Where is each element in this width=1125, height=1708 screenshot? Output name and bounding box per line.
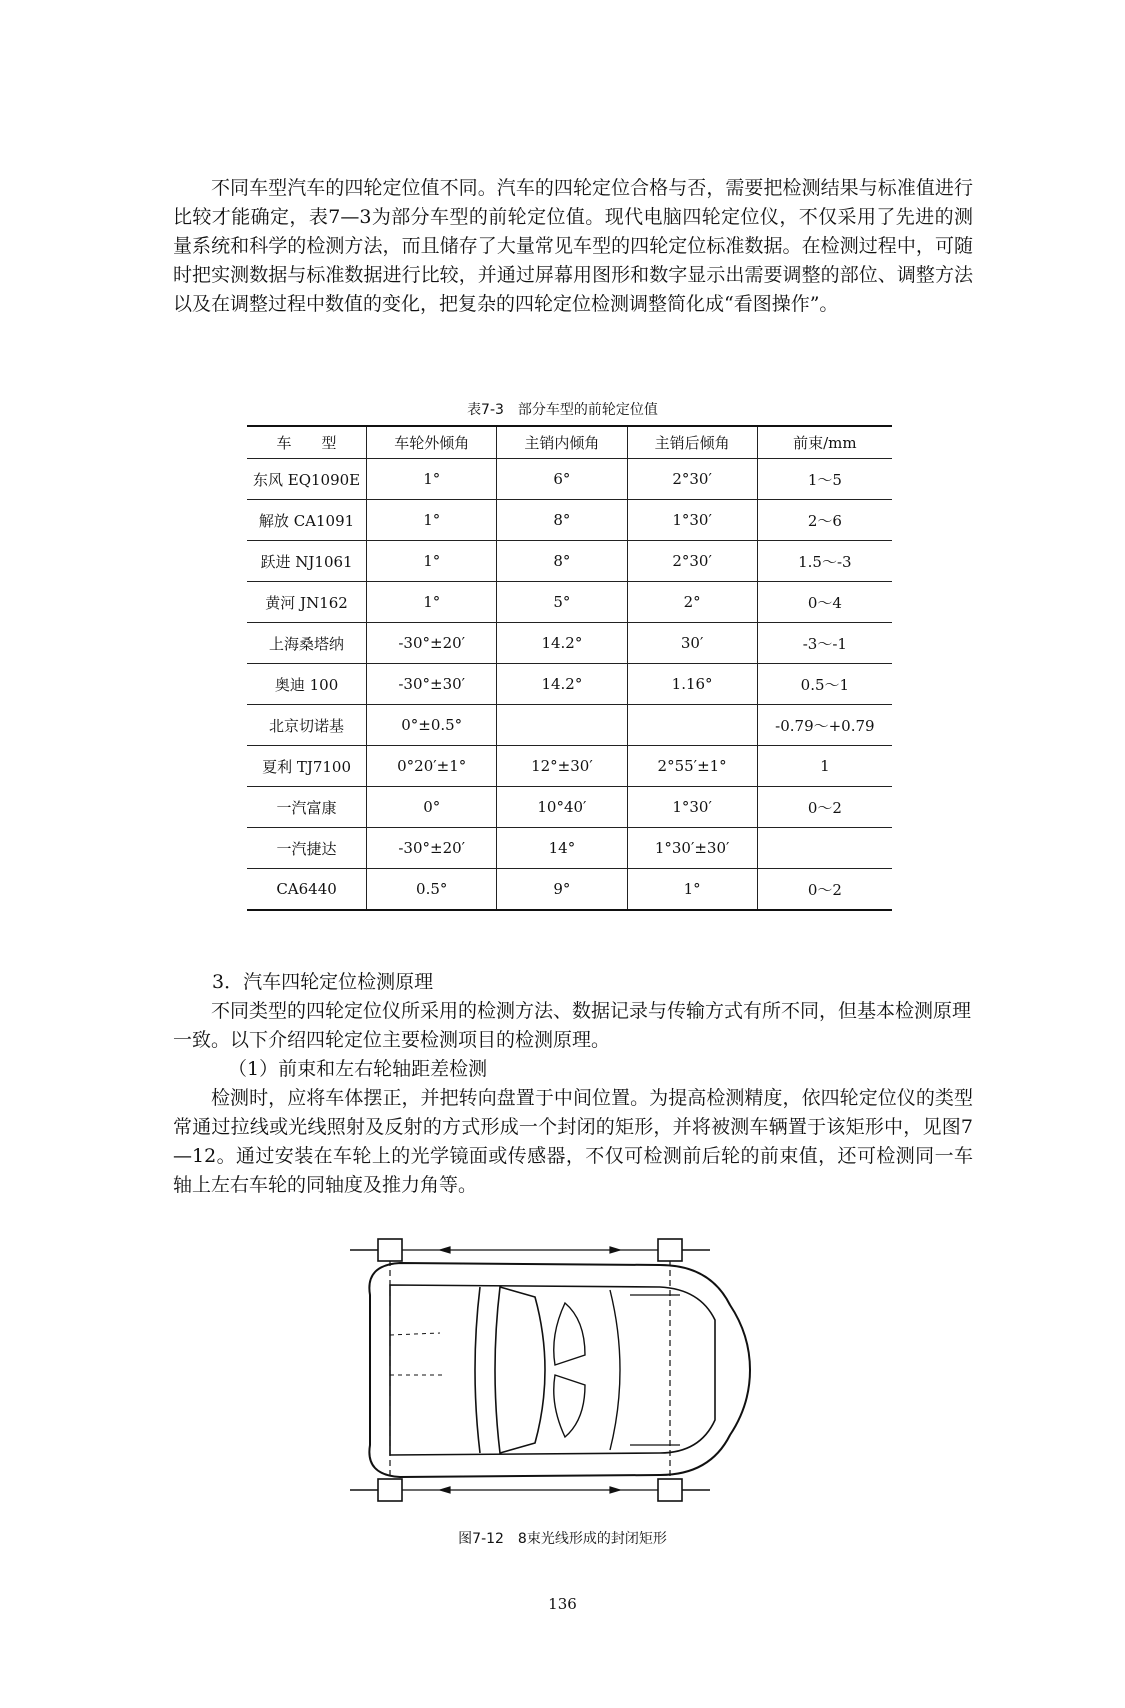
table-row xyxy=(247,664,892,705)
table-cell: 1° xyxy=(367,582,497,623)
table-cell: 0°20′±1° xyxy=(367,746,497,787)
header-cell: 车 型 xyxy=(247,426,367,459)
table-row xyxy=(247,869,892,911)
table-cell: 1°30′ xyxy=(627,787,757,828)
table-cell: 2°30′ xyxy=(627,459,757,500)
page-number: 136 xyxy=(548,1595,577,1613)
table-row xyxy=(247,541,892,582)
table-cell: -0.79～+0.79 xyxy=(757,705,892,746)
table-row xyxy=(247,500,892,541)
table-cell: 1° xyxy=(367,459,497,500)
table-cell: 解放 CA1091 xyxy=(247,500,367,541)
table-caption: 表7-3 部分车型的前轮定位值 xyxy=(467,402,658,418)
table-cell: 14.2° xyxy=(497,664,627,705)
table-cell: -3～-1 xyxy=(757,623,892,664)
table-cell: 1° xyxy=(627,869,757,911)
table-cell: 一汽富康 xyxy=(247,787,367,828)
intro-paragraph: 不同车型汽车的四轮定位值不同。汽车的四轮定位合格与否，需要把检测结果与标准值进行比较才能确定，表7—3为部分车型的前轮定位值。现代电脑四轮定位仪，不仅采用了先进的测量系统和科学的检测方法，而且储存了大量常见车型的四轮定位标准数据。在检测过程中，可随时把实测数据与标准数据进行比较，并通过屏幕用图形和数字显示出需要调整的部位、调整方法以及在调整过程中数值的变化，把复杂的四轮定位检测调整简化成“看图操作”。 xyxy=(173,177,973,315)
subsection-heading: （1）前束和左右轮轴距差检测 xyxy=(228,1058,488,1080)
table-cell: 6° xyxy=(497,459,627,500)
table-cell: 10°40′ xyxy=(497,787,627,828)
table-cell: 东风 EQ1090E xyxy=(247,459,367,500)
table-cell: 5° xyxy=(497,582,627,623)
table-row xyxy=(247,623,892,664)
table-cell: 2°55′±1° xyxy=(627,746,757,787)
table-cell: 1°30′±30′ xyxy=(627,828,757,869)
table-cell: 1° xyxy=(367,541,497,582)
table-cell: 黄河 JN162 xyxy=(247,582,367,623)
header-cell: 车轮外倾角 xyxy=(367,426,497,459)
wheel-sensor-heads xyxy=(350,1239,710,1501)
subsection-paragraph: 检测时，应将车体摆正，并把转向盘置于中间位置。为提高检测精度，依四轮定位仪的类型常通过拉线或光线照射及反射的方式形成一个封闭的矩形，并将被测车辆置于该矩形中，见图7—12。通过安装在车轮上的光学镜面或传感器，不仅可检测前后轮的前束值，还可检测同一车轴上左右车轮的同轴度及推力角等。 xyxy=(173,1087,973,1196)
car-alignment-figure xyxy=(330,1225,800,1515)
table-cell: 2° xyxy=(627,582,757,623)
table-row xyxy=(247,582,892,623)
table-cell: 8° xyxy=(497,500,627,541)
table-cell: 0.5～1 xyxy=(757,664,892,705)
table-cell: 上海桑塔纳 xyxy=(247,623,367,664)
table-cell: -30°±30′ xyxy=(367,664,497,705)
table-cell: 2～6 xyxy=(757,500,892,541)
table-cell xyxy=(627,705,757,746)
table-cell xyxy=(497,705,627,746)
table-cell: 北京切诺基 xyxy=(247,705,367,746)
table-cell: 0～2 xyxy=(757,787,892,828)
table-cell: 0°±0.5° xyxy=(367,705,497,746)
table-cell: 奥迪 100 xyxy=(247,664,367,705)
table-cell: -30°±20′ xyxy=(367,828,497,869)
table-cell: 夏利 TJ7100 xyxy=(247,746,367,787)
table-cell: 0～4 xyxy=(757,582,892,623)
table-row xyxy=(247,828,892,869)
header-cell: 主销内倾角 xyxy=(497,426,627,459)
table-cell: 1 xyxy=(757,746,892,787)
table-row xyxy=(247,746,892,787)
table-cell: 一汽捷达 xyxy=(247,828,367,869)
table-cell: 9° xyxy=(497,869,627,911)
table-cell: 14° xyxy=(497,828,627,869)
table-cell: CA6440 xyxy=(247,869,367,911)
table-cell: 14.2° xyxy=(497,623,627,664)
table-cell: 8° xyxy=(497,541,627,582)
section-heading: 3．汽车四轮定位检测原理 xyxy=(212,971,434,993)
table-cell: 12°±30′ xyxy=(497,746,627,787)
alignment-table xyxy=(247,425,892,911)
table-cell: 1° xyxy=(367,500,497,541)
table-cell: -30°±20′ xyxy=(367,623,497,664)
table-cell: 1.5～-3 xyxy=(757,541,892,582)
table-cell: 1～5 xyxy=(757,459,892,500)
light-beams xyxy=(390,1247,670,1493)
table-cell xyxy=(757,828,892,869)
header-cell: 主销后倾角 xyxy=(627,426,757,459)
table-row xyxy=(247,705,892,746)
table-cell: 1.16° xyxy=(627,664,757,705)
table-cell: 1°30′ xyxy=(627,500,757,541)
table-header-row xyxy=(247,426,892,459)
table-cell: 30′ xyxy=(627,623,757,664)
table-row xyxy=(247,459,892,500)
table-cell: 跃进 NJ1061 xyxy=(247,541,367,582)
figure-caption: 图7-12 8束光线形成的封闭矩形 xyxy=(458,1531,667,1547)
section-paragraph: 不同类型的四轮定位仪所采用的检测方法、数据记录与传输方式有所不同，但基本检测原理一致。以下介绍四轮定位主要检测项目的检测原理。 xyxy=(173,1000,972,1051)
table-cell: 0.5° xyxy=(367,869,497,911)
table-cell: 2°30′ xyxy=(627,541,757,582)
table-cell: 0° xyxy=(367,787,497,828)
table-cell: 0～2 xyxy=(757,869,892,911)
table-row xyxy=(247,787,892,828)
header-cell: 前束/mm xyxy=(757,426,892,459)
